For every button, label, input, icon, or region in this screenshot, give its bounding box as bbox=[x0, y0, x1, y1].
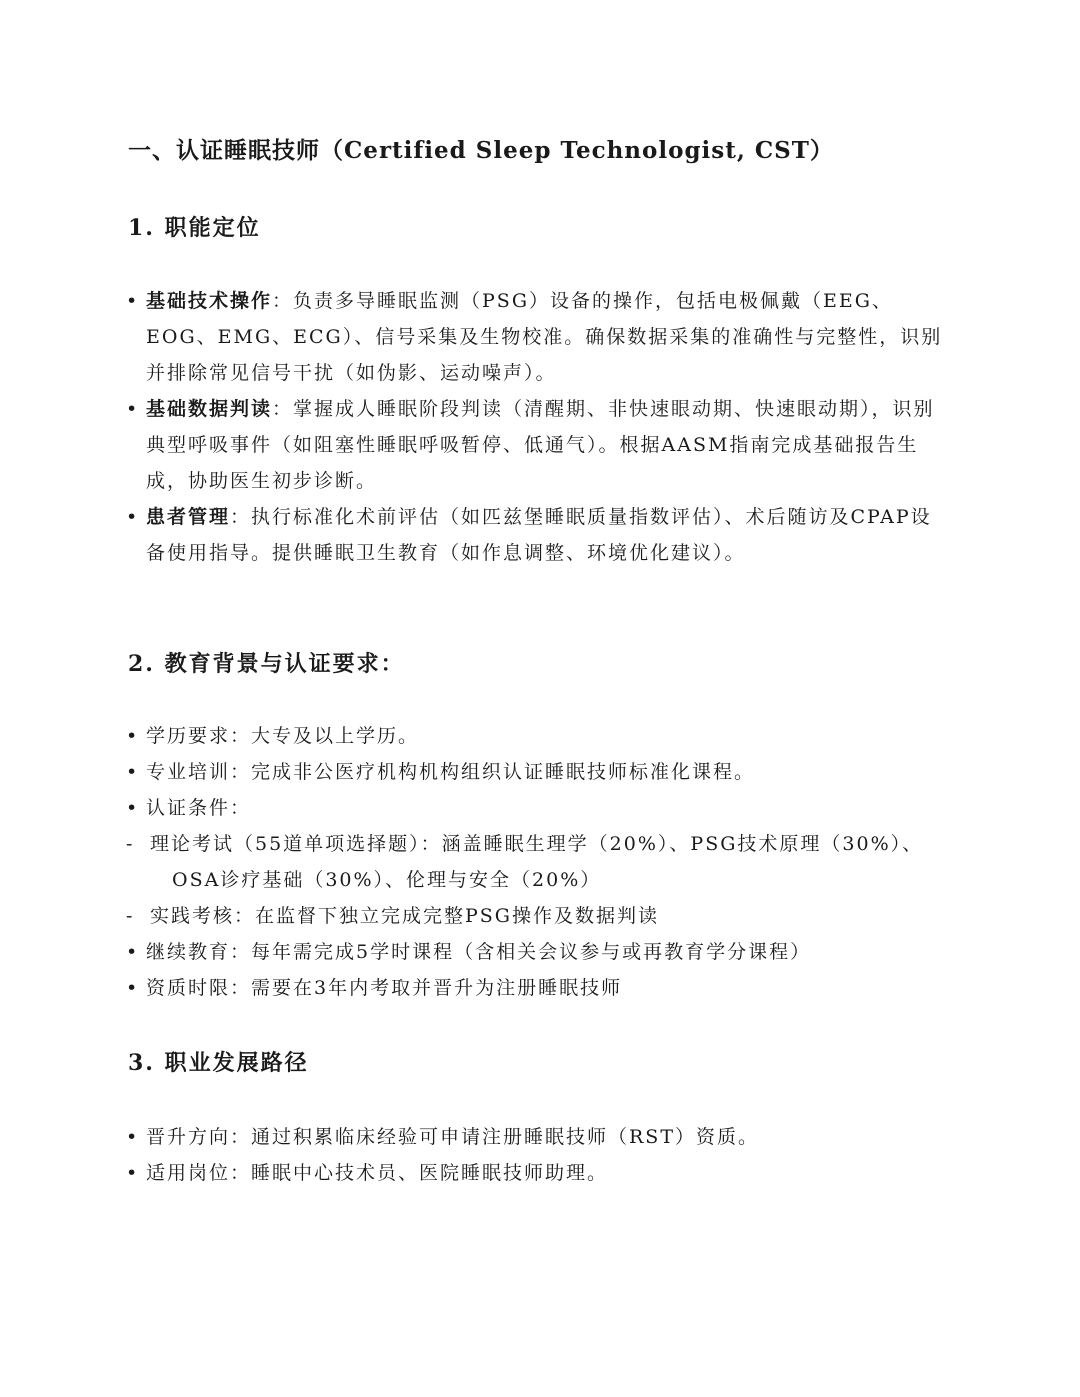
item-text: 适用岗位：睡眠中心技术员、医院睡眠技师助理。 bbox=[146, 1162, 609, 1184]
item-label: 基础技术操作 bbox=[146, 290, 273, 312]
bullet-icon: • bbox=[126, 1162, 140, 1184]
dash-icon: - bbox=[126, 833, 135, 855]
document-title: 一、认证睡眠技师（Certified Sleep Technologist, CST） bbox=[128, 137, 834, 164]
item-label: 基础数据判读 bbox=[146, 398, 273, 420]
function-list bbox=[122, 283, 952, 571]
item-text: 继续教育：每年需完成5学时课程（含相关会议参与或再教育学分课程） bbox=[146, 941, 812, 963]
item-text: ：执行标准化术前评估（如匹兹堡睡眠质量指数评估）、术后随访及CPAP设备使用指导。提供睡眠卫生教育（如作息调整、环境优化建议）。 bbox=[146, 506, 932, 564]
bullet-icon: • bbox=[126, 977, 140, 999]
section-heading-function: 1. 职能定位 bbox=[128, 215, 261, 241]
item-text: ：掌握成人睡眠阶段判读（清醒期、非快速眼动期、快速眼动期），识别典型呼吸事件（如阻塞性睡眠呼吸暂停、低通气）。根据AASM指南完成基础报告生成，协助医生初步诊断。 bbox=[146, 398, 935, 492]
list-item bbox=[122, 970, 952, 1006]
bullet-icon: • bbox=[126, 506, 140, 528]
list-item bbox=[122, 1119, 952, 1155]
list-item bbox=[122, 898, 952, 934]
item-text: 资质时限：需要在3年内考取并晋升为注册睡眠技师 bbox=[146, 977, 623, 999]
item-text: 实践考核：在监督下独立完成完整PSG操作及数据判读 bbox=[150, 905, 659, 927]
education-list bbox=[122, 718, 952, 1006]
list-item bbox=[122, 826, 952, 898]
bullet-icon: • bbox=[126, 941, 140, 963]
list-item bbox=[122, 499, 952, 571]
list-item bbox=[122, 934, 952, 970]
bullet-icon: • bbox=[126, 1126, 140, 1148]
list-item bbox=[122, 391, 952, 499]
item-text: 专业培训：完成非公医疗机构机构组织认证睡眠技师标准化课程。 bbox=[146, 761, 756, 783]
item-text-continuation: OSA诊疗基础（30%）、伦理与安全（20%） bbox=[172, 869, 602, 891]
list-item bbox=[122, 1155, 952, 1191]
list-item bbox=[122, 790, 952, 826]
item-label: 患者管理 bbox=[146, 506, 231, 528]
item-text: 学历要求：大专及以上学历。 bbox=[146, 725, 420, 747]
list-item bbox=[122, 283, 952, 391]
career-list bbox=[122, 1119, 952, 1191]
item-text: ：负责多导睡眠监测（PSG）设备的操作，包括电极佩戴（EEG、EOG、EMG、ECG）、信号采集及生物校准。确保数据采集的准确性与完整性，识别并排除常见信号干扰（如伪影、运动噪声）。 bbox=[146, 290, 943, 384]
bullet-icon: • bbox=[126, 761, 140, 783]
section-heading-education: 2. 教育背景与认证要求： bbox=[128, 651, 405, 677]
item-text: 认证条件： bbox=[146, 797, 252, 819]
item-text: 晋升方向：通过积累临床经验可申请注册睡眠技师（RST）资质。 bbox=[146, 1126, 759, 1148]
bullet-icon: • bbox=[126, 725, 140, 747]
dash-icon: - bbox=[126, 905, 135, 927]
list-item bbox=[122, 754, 952, 790]
bullet-icon: • bbox=[126, 290, 140, 312]
bullet-icon: • bbox=[126, 398, 140, 420]
list-item bbox=[122, 718, 952, 754]
item-text: 理论考试（55道单项选择题）：涵盖睡眠生理学（20%）、PSG技术原理（30%）、 bbox=[150, 833, 924, 855]
bullet-icon: • bbox=[126, 797, 140, 819]
section-heading-career: 3. 职业发展路径 bbox=[128, 1050, 309, 1076]
